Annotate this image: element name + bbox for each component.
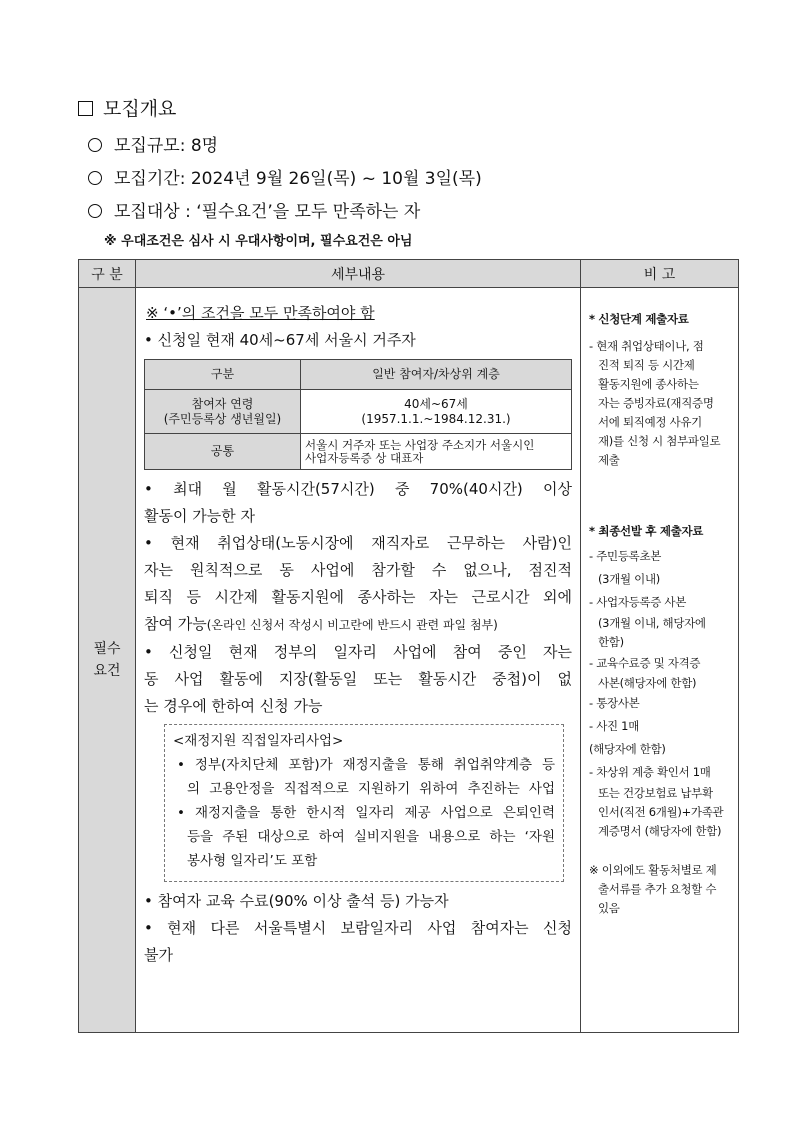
attachment-note: (온라인 신청서 작성시 비고란에 반드시 관련 파일 첨부) bbox=[206, 618, 498, 632]
inner-header-category: 구분 bbox=[145, 360, 301, 390]
remark-line: 있음 bbox=[598, 901, 620, 915]
remark-line: - 현재 취업상태이나, 점 bbox=[589, 339, 704, 353]
remark-additional-note bbox=[589, 861, 732, 918]
item-employment-status bbox=[144, 530, 572, 639]
remark-line: 재)를 신청 시 첨부파일로 bbox=[598, 434, 721, 448]
checkbox-square-icon bbox=[78, 101, 93, 116]
text-line: • 최대 월 활동시간(57시간) 중 70%(40시간) 이상 bbox=[144, 480, 572, 498]
remark-apply-docs bbox=[589, 337, 732, 470]
text-line: 활동이 가능한 자 bbox=[144, 507, 255, 525]
remark-line: 또는 건강보험료 납부확 bbox=[598, 786, 713, 800]
item-gov-job-participation bbox=[144, 639, 572, 720]
remark-line: 사본(해당자에 한함) bbox=[598, 676, 697, 690]
text-line: 봉사형 일자리’도 포함 bbox=[187, 853, 318, 869]
label-line: 참여자 연령 bbox=[191, 396, 254, 411]
text-line: • 현재 다른 서울특별시 보람일자리 사업 참여자는 신청 bbox=[144, 919, 572, 937]
section-title-text: 모집개요 bbox=[103, 98, 177, 120]
remark-line: 활동지원에 종사하는 bbox=[598, 377, 699, 391]
remark-final-docs bbox=[589, 545, 732, 841]
value-line: 서울시 거주자 또는 사업장 주소지가 서울시인 bbox=[305, 437, 535, 452]
remark-line: ※ 이외에도 활동처별로 제 bbox=[589, 863, 717, 877]
item-education: • 참여자 교육 수료(90% 이상 출석 등) 가능자 bbox=[144, 892, 449, 910]
remark-line: 제출 bbox=[598, 453, 620, 467]
bullet-recruit-size bbox=[88, 131, 218, 156]
section-title bbox=[78, 94, 176, 121]
remark-line: 서에 퇴직예정 사유기 bbox=[598, 415, 702, 429]
bullet-recruit-period bbox=[88, 164, 482, 189]
text-line: • 신청일 현재 정부의 일자리 사업에 참여 중인 자는 bbox=[144, 643, 572, 661]
bullet-text: 모집기간: 2024년 9월 26일(목) ~ 10월 3일(목) bbox=[114, 169, 482, 189]
value-line: 40세~67세 bbox=[404, 396, 468, 411]
text-line: 불가 bbox=[144, 946, 173, 964]
requirements-table bbox=[78, 259, 739, 1033]
remark-line: - 주민등록초본 bbox=[589, 549, 662, 563]
inner-header-type: 일반 참여자/차상위 계층 bbox=[301, 360, 572, 390]
text-line: 퇴직 등 시간제 활동지원에 종사하는 자는 근로시간 외에 bbox=[144, 588, 572, 606]
bullet-recruit-target bbox=[88, 197, 420, 222]
header-category: 구 분 bbox=[79, 260, 136, 288]
text-line: 자는 원칙적으로 동 사업에 참가할 수 없으나, 점진적 bbox=[144, 561, 572, 579]
label-line: (주민등록상 생년월일) bbox=[163, 411, 282, 426]
text-line: 동 사업 활동에 지장(활동일 또는 활동시간 중첩)이 없 bbox=[144, 670, 572, 688]
text-line: 의 고용안정을 직접적으로 지원하기 위하여 추진하는 사업 bbox=[187, 781, 555, 797]
inner-row-label: 공통 bbox=[145, 434, 301, 470]
table-row-requirements bbox=[79, 288, 739, 1033]
remark-line: 계증명서 (해당자에 한함) bbox=[598, 824, 722, 838]
remarks-cell bbox=[581, 288, 739, 1033]
age-criteria-table bbox=[144, 359, 572, 470]
remark-line: 한함) bbox=[598, 635, 624, 649]
value-line: 사업자등록증 상 대표자 bbox=[305, 450, 424, 465]
preference-note: ※ 우대조건은 심사 시 우대사항이며, 필수요건은 아님 bbox=[104, 234, 413, 249]
category-cell bbox=[79, 288, 136, 1033]
intro-note: ※ ‘•’의 조건을 모두 만족하여야 함 bbox=[146, 304, 375, 322]
item-other-program bbox=[144, 915, 572, 969]
inner-row-label bbox=[145, 390, 301, 434]
header-remarks: 비 고 bbox=[581, 260, 739, 288]
text-line: 는 경우에 한하여 신청 가능 bbox=[144, 697, 323, 715]
inner-row-value bbox=[301, 390, 572, 434]
box-title: <재정지원 직접일자리사업> bbox=[173, 733, 344, 749]
remark-line: - 사진 1매 bbox=[589, 719, 640, 733]
remark-line: 인서(직전 6개월)+가족관 bbox=[598, 805, 724, 819]
remark-line: (해당자에 한함) bbox=[589, 742, 666, 756]
remark-line: 자는 증빙자료(재직증명 bbox=[598, 396, 714, 410]
item-age-residence: • 신청일 현재 40세~67세 서울시 거주자 bbox=[144, 331, 416, 349]
bullet-text: 모집대상 : ‘필수요건’을 모두 만족하는 자 bbox=[114, 202, 421, 222]
remark-line: - 사업자등록증 사본 bbox=[589, 595, 687, 609]
text-line: • 현재 취업상태(노동시장에 재직자로 근무하는 사람)인 bbox=[144, 534, 572, 552]
category-line: 요건 bbox=[93, 663, 121, 679]
remark-line: 출서류를 추가 요청할 수 bbox=[598, 882, 717, 896]
table-header-row bbox=[79, 260, 739, 288]
circle-bullet-icon bbox=[88, 171, 102, 185]
remark-line: (3개월 이내) bbox=[598, 572, 660, 586]
remark-heading: * 신청단계 제출자료 bbox=[589, 312, 689, 326]
text-line: 등을 주된 대상으로 하여 실비지원을 내용으로 하는 ‘자원 bbox=[187, 829, 555, 845]
remark-line: (3개월 이내, 해당자에 bbox=[598, 616, 706, 630]
remark-line: - 차상위 계층 확인서 1매 bbox=[589, 765, 711, 779]
header-details: 세부내용 bbox=[136, 260, 581, 288]
bullet-text: 모집규모: 8명 bbox=[114, 136, 219, 156]
text-line: 참여 가능 bbox=[144, 615, 207, 633]
details-cell bbox=[136, 288, 581, 1033]
remark-line: - 통장사본 bbox=[589, 696, 640, 710]
text-line: • 재정지출을 통한 한시적 일자리 제공 사업으로 은퇴인력 bbox=[177, 805, 555, 821]
text-line: • 정부(자치단체 포함)가 재정지출을 통해 취업취약계층 등 bbox=[177, 757, 555, 773]
inner-row-value bbox=[301, 434, 572, 470]
circle-bullet-icon bbox=[88, 138, 102, 152]
remark-heading: * 최종선발 후 제출자료 bbox=[589, 524, 704, 538]
item-activity-hours bbox=[144, 476, 572, 530]
remark-line: - 교육수료증 및 자격증 bbox=[589, 656, 701, 670]
circle-bullet-icon bbox=[88, 204, 102, 218]
gov-job-definition-box bbox=[164, 724, 564, 882]
remark-line: 진적 퇴직 등 시간제 bbox=[598, 358, 695, 372]
value-line: (1957.1.1.~1984.12.31.) bbox=[361, 411, 511, 426]
category-line: 필수 bbox=[93, 641, 121, 657]
